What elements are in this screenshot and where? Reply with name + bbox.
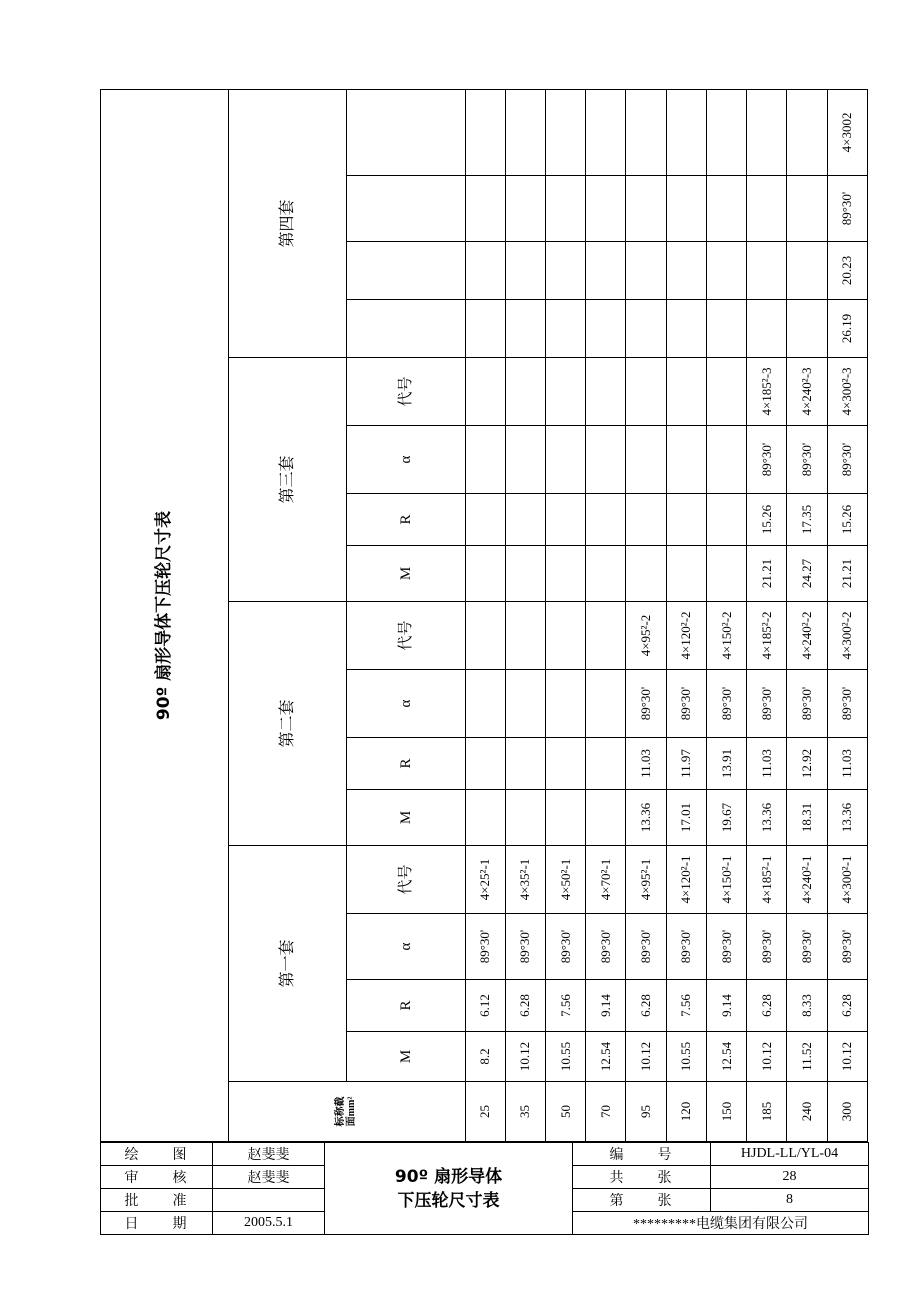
s1-r-value: 8.33 [787, 980, 827, 1032]
s2-alpha-value: 89°30' [626, 670, 666, 738]
s4-c3-value [666, 176, 706, 242]
s2-code-value [505, 602, 545, 670]
s3-r-value [666, 494, 706, 546]
table-row [747, 89, 787, 1141]
s3-r-value [465, 494, 505, 546]
s1-alpha-value: 89°30' [546, 914, 586, 980]
s3-r-value [505, 494, 545, 546]
drawing-title [325, 1143, 573, 1235]
s2-r-value: 11.03 [827, 738, 867, 790]
s4-c1-value [747, 300, 787, 358]
rotated-table-area [100, 90, 868, 1142]
s4-c1-value [706, 300, 746, 358]
s3-alpha-value [465, 426, 505, 494]
sheet-value: 8 [711, 1189, 869, 1212]
s2-code-value [546, 602, 586, 670]
set4-header: 第四套 [228, 89, 346, 357]
s4-c1-value [787, 300, 827, 358]
s4-c2-value [546, 242, 586, 300]
s2-code-value [465, 602, 505, 670]
s4-c1-value [505, 300, 545, 358]
company-name: *********电缆集团有限公司 [573, 1212, 869, 1235]
section-value: 70 [586, 1082, 626, 1142]
set2-header: 第二套 [228, 602, 346, 846]
s3-alpha-value [626, 426, 666, 494]
s4-c3-value [546, 176, 586, 242]
s3-code-value: 4×300²-3 [827, 358, 867, 426]
s2-alpha-value: 89°30' [827, 670, 867, 738]
s3-alpha-value [546, 426, 586, 494]
s3-alpha-value [666, 426, 706, 494]
s2-alpha-value [546, 670, 586, 738]
s3-alpha-value [586, 426, 626, 494]
table-body [465, 89, 867, 1141]
s2-r-value [465, 738, 505, 790]
s4-c4-value [505, 89, 545, 175]
s1-m-value: 10.55 [546, 1032, 586, 1082]
s4-c4-value [747, 89, 787, 175]
table-row [706, 89, 746, 1141]
set4-subheader [347, 300, 465, 358]
set4-subheader [347, 176, 465, 242]
s4-c1-value [586, 300, 626, 358]
draw-label: 绘 图 [101, 1143, 213, 1166]
s2-code-value: 4×240²-2 [787, 602, 827, 670]
s1-code-value: 4×240²-1 [787, 846, 827, 914]
s2-m-value: 18.31 [787, 790, 827, 846]
s4-c1-value [546, 300, 586, 358]
s1-m-value: 10.12 [626, 1032, 666, 1082]
s1-alpha-value: 89°30' [666, 914, 706, 980]
s4-c4-value [666, 89, 706, 175]
s4-c2-value [747, 242, 787, 300]
drawing-title-line2: 下压轮尺寸表 [397, 1190, 500, 1211]
s1-m-value: 8.2 [465, 1032, 505, 1082]
col-r: R [347, 494, 465, 546]
s3-code-value [586, 358, 626, 426]
s2-r-value: 11.03 [626, 738, 666, 790]
s1-m-value: 12.54 [586, 1032, 626, 1082]
s2-code-value: 4×300²-2 [827, 602, 867, 670]
s1-r-value: 6.28 [626, 980, 666, 1032]
s1-code-value: 4×95²-1 [626, 846, 666, 914]
rotated-table-frame [100, 90, 868, 1142]
s1-r-value: 7.56 [666, 980, 706, 1032]
s3-m-value: 21.21 [747, 546, 787, 602]
draw-name: 赵斐斐 [213, 1143, 325, 1166]
section-value: 50 [546, 1082, 586, 1142]
s2-code-value: 4×185²-2 [747, 602, 787, 670]
s2-r-value: 12.92 [787, 738, 827, 790]
s2-r-value [546, 738, 586, 790]
s1-alpha-value: 89°30' [827, 914, 867, 980]
s4-c2-value [586, 242, 626, 300]
s1-code-value: 4×35²-1 [505, 846, 545, 914]
s4-c4-value [787, 89, 827, 175]
section-value: 300 [827, 1082, 867, 1142]
col-alpha: α [347, 914, 465, 980]
s4-c4-value [465, 89, 505, 175]
s2-m-value [546, 790, 586, 846]
s2-code-value: 4×95²-2 [626, 602, 666, 670]
number-label: 编 号 [573, 1143, 711, 1166]
s1-alpha-value: 89°30' [465, 914, 505, 980]
s3-alpha-value [505, 426, 545, 494]
s1-alpha-value: 89°30' [505, 914, 545, 980]
s2-alpha-value: 89°30' [666, 670, 706, 738]
col-m: M [347, 790, 465, 846]
s4-c2-value [626, 242, 666, 300]
s2-code-value: 4×150²-2 [706, 602, 746, 670]
s4-c1-value [666, 300, 706, 358]
s4-c2-value [505, 242, 545, 300]
s1-code-value: 4×70²-1 [586, 846, 626, 914]
sheet-label: 第 张 [573, 1189, 711, 1212]
s3-r-value [706, 494, 746, 546]
s1-m-value: 10.55 [666, 1032, 706, 1082]
s1-r-value: 6.28 [747, 980, 787, 1032]
s2-m-value: 17.01 [666, 790, 706, 846]
s4-c4-value [586, 89, 626, 175]
s3-m-value [706, 546, 746, 602]
s1-code-value: 4×185²-1 [747, 846, 787, 914]
table-row [787, 89, 827, 1141]
s2-m-value: 13.36 [626, 790, 666, 846]
s3-r-value [586, 494, 626, 546]
s1-r-value: 6.28 [827, 980, 867, 1032]
s1-code-value: 4×120²-1 [666, 846, 706, 914]
s3-m-value [546, 546, 586, 602]
col-m: M [347, 546, 465, 602]
set4-subheader [347, 89, 465, 175]
set1-header: 第一套 [228, 846, 346, 1082]
s1-m-value: 10.12 [505, 1032, 545, 1082]
s2-m-value: 13.36 [747, 790, 787, 846]
s4-c3-value [465, 176, 505, 242]
s3-code-value [505, 358, 545, 426]
s1-alpha-value: 89°30' [787, 914, 827, 980]
table-row [666, 89, 706, 1141]
s4-c3-value [586, 176, 626, 242]
s4-c3-value [747, 176, 787, 242]
s4-c2-value [465, 242, 505, 300]
date-value: 2005.5.1 [213, 1212, 325, 1235]
s3-m-value [586, 546, 626, 602]
section-value: 35 [505, 1082, 545, 1142]
s1-code-value: 4×25²-1 [465, 846, 505, 914]
s4-c3-value [706, 176, 746, 242]
section-value: 150 [706, 1082, 746, 1142]
s3-m-value: 21.21 [827, 546, 867, 602]
approve-label: 批 准 [101, 1189, 213, 1212]
table-row [626, 89, 666, 1141]
total-label: 共 张 [573, 1166, 711, 1189]
s4-c4-value [546, 89, 586, 175]
s3-m-value [666, 546, 706, 602]
s3-alpha-value: 89°30' [747, 426, 787, 494]
s1-r-value: 6.12 [465, 980, 505, 1032]
s2-r-value: 11.03 [747, 738, 787, 790]
s2-r-value [586, 738, 626, 790]
table-row [586, 89, 626, 1141]
s3-r-value [546, 494, 586, 546]
s4-c3-value [787, 176, 827, 242]
s4-c4-value [706, 89, 746, 175]
s4-c2-value [666, 242, 706, 300]
s3-code-value [626, 358, 666, 426]
section-value: 95 [626, 1082, 666, 1142]
s3-code-value [706, 358, 746, 426]
total-value: 28 [711, 1166, 869, 1189]
s4-c1-value: 26.19 [827, 300, 867, 358]
s3-m-value [465, 546, 505, 602]
s1-code-value: 4×50²-1 [546, 846, 586, 914]
s1-m-value: 12.54 [706, 1032, 746, 1082]
s3-alpha-value [706, 426, 746, 494]
s3-code-value [546, 358, 586, 426]
s3-code-value: 4×185²-3 [747, 358, 787, 426]
check-label: 审 核 [101, 1166, 213, 1189]
s2-m-value [586, 790, 626, 846]
s4-c2-value [706, 242, 746, 300]
section-value: 120 [666, 1082, 706, 1142]
s3-code-value [465, 358, 505, 426]
s1-r-value: 6.28 [505, 980, 545, 1032]
s1-alpha-value: 89°30' [626, 914, 666, 980]
s3-r-value: 15.26 [827, 494, 867, 546]
table-row [827, 89, 867, 1141]
s2-m-value [465, 790, 505, 846]
s1-r-value: 9.14 [586, 980, 626, 1032]
col-r: R [347, 738, 465, 790]
set4-subheader [347, 242, 465, 300]
s4-c3-value [505, 176, 545, 242]
s3-code-value [666, 358, 706, 426]
s2-r-value: 11.97 [666, 738, 706, 790]
drawing-title-line1: 90º 扇形导体 [394, 1166, 503, 1187]
s3-m-value [505, 546, 545, 602]
s3-m-value: 24.27 [787, 546, 827, 602]
s2-code-value: 4×120²-2 [666, 602, 706, 670]
s3-r-value: 15.26 [747, 494, 787, 546]
col-code: 代号 [347, 358, 465, 426]
s4-c2-value [787, 242, 827, 300]
s4-c3-value [626, 176, 666, 242]
s1-m-value: 10.12 [747, 1032, 787, 1082]
s2-code-value [586, 602, 626, 670]
s2-alpha-value [586, 670, 626, 738]
s1-m-value: 10.12 [827, 1032, 867, 1082]
s2-alpha-value [465, 670, 505, 738]
s4-c4-value [626, 89, 666, 175]
s2-alpha-value [505, 670, 545, 738]
s2-alpha-value: 89°30' [787, 670, 827, 738]
s2-m-value: 13.36 [827, 790, 867, 846]
s1-r-value: 7.56 [546, 980, 586, 1032]
col-alpha: α [347, 670, 465, 738]
s4-c1-value [626, 300, 666, 358]
number-value: HJDL-LL/YL-04 [711, 1143, 869, 1166]
col-r: R [347, 980, 465, 1032]
s1-alpha-value: 89°30' [706, 914, 746, 980]
section-header: 标称截面mm² [228, 1082, 465, 1142]
s3-alpha-value: 89°30' [787, 426, 827, 494]
date-label: 日 期 [101, 1212, 213, 1235]
s2-alpha-value: 89°30' [747, 670, 787, 738]
s2-m-value: 19.67 [706, 790, 746, 846]
s1-alpha-value: 89°30' [747, 914, 787, 980]
set3-header: 第三套 [228, 358, 346, 602]
s1-r-value: 9.14 [706, 980, 746, 1032]
s3-r-value [626, 494, 666, 546]
pressure-wheel-size-table [100, 89, 868, 1142]
col-m: M [347, 1032, 465, 1082]
s3-r-value: 17.35 [787, 494, 827, 546]
section-value: 240 [787, 1082, 827, 1142]
s1-code-value: 4×300²-1 [827, 846, 867, 914]
col-alpha: α [347, 426, 465, 494]
s1-code-value: 4×150²-1 [706, 846, 746, 914]
approve-name [213, 1189, 325, 1212]
s4-c2-value: 20.23 [827, 242, 867, 300]
s1-alpha-value: 89°30' [586, 914, 626, 980]
s1-m-value: 11.52 [787, 1032, 827, 1082]
section-value: 185 [747, 1082, 787, 1142]
table-row [546, 89, 586, 1141]
s2-r-value: 13.91 [706, 738, 746, 790]
s3-m-value [626, 546, 666, 602]
table-row [465, 89, 505, 1141]
table-row [505, 89, 545, 1141]
section-value: 25 [465, 1082, 505, 1142]
s4-c1-value [465, 300, 505, 358]
table-title: 90º 扇形导体下压轮尺寸表 [101, 89, 229, 1141]
s2-m-value [505, 790, 545, 846]
check-name: 赵斐斐 [213, 1166, 325, 1189]
s4-c4-value: 4×3002 [827, 89, 867, 175]
s4-c3-value: 89°30' [827, 176, 867, 242]
col-code: 代号 [347, 602, 465, 670]
title-block [100, 1142, 869, 1235]
s3-code-value: 4×240²-3 [787, 358, 827, 426]
col-code: 代号 [347, 846, 465, 914]
s2-r-value [505, 738, 545, 790]
s3-alpha-value: 89°30' [827, 426, 867, 494]
s2-alpha-value: 89°30' [706, 670, 746, 738]
